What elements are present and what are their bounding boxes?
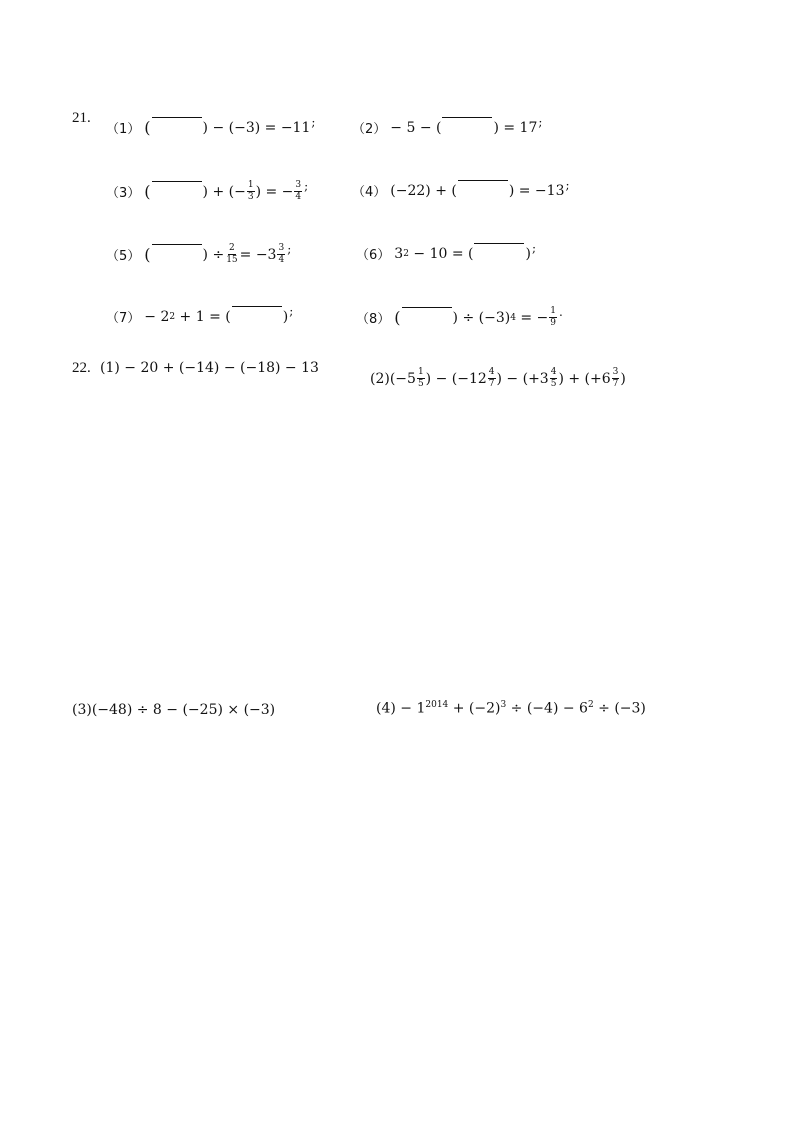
- item-label: （8）: [356, 312, 391, 327]
- q21-item-5: （5） ( ) ÷ $\frac{2}{15}$ = −3 $\frac{3}{4}$ ;: [106, 241, 292, 265]
- item-text: ) = 17: [493, 119, 538, 136]
- item-text: ) ÷: [202, 246, 225, 263]
- item-text: ) − (−3) = −11: [202, 119, 311, 136]
- answer-blank[interactable]: [152, 244, 202, 245]
- fraction: $\frac{1}{3}$: [247, 180, 254, 202]
- item-label: （6）: [356, 248, 391, 263]
- q22-part-4: $(4) - 1^{2014} + (-2)^3 \div (-4) - 6^2 \div (-3)$: [376, 700, 646, 717]
- item-text: ) = −13: [508, 182, 565, 199]
- item-label: （4）: [352, 185, 387, 200]
- item-text: ) + (−: [202, 183, 246, 200]
- q21-item-3: （3） ( ) + (− $\frac{1}{3}$ ) = − $\frac{3}{4}$ ;: [106, 178, 309, 202]
- q21-item-1: （1） ( ) − (−3) = −11 ;: [106, 114, 316, 137]
- q21-item-2: （2） − 5 − ( ) = 17 ;: [352, 114, 543, 137]
- item-text: (−22) + (: [390, 182, 457, 199]
- q21-item-6: （6） 3 2 − 10 = ( ) ;: [356, 240, 536, 263]
- question-22-number: 22.: [72, 360, 91, 376]
- item-label: （7）: [106, 311, 141, 326]
- answer-blank[interactable]: [152, 181, 202, 182]
- q22-part-3: (3)(−48) ÷ 8 − (−25) × (−3): [72, 702, 276, 718]
- answer-blank[interactable]: [402, 307, 452, 308]
- fraction: $\frac{1}{9}$: [550, 306, 557, 328]
- fraction: $\frac{2}{15}$: [226, 243, 238, 265]
- answer-blank[interactable]: [232, 306, 282, 307]
- answer-blank[interactable]: [474, 243, 524, 244]
- q22-part-2: (2)(−5 $\frac{1}{5}$ ) − (−12 $\frac{4}{7}$ ) − (+3 $\frac{4}{5}$ ) + (+6 $\frac{3}{7}$ ): [370, 367, 626, 389]
- item-text: − 5 − (: [390, 119, 442, 136]
- q21-item-4: （4） (−22) + ( ) = −13 ;: [352, 177, 570, 200]
- fraction: $\frac{3}{4}$: [278, 243, 285, 265]
- q22-part-1: (1) − 20 + (−14) − (−18) − 13: [100, 360, 319, 376]
- item-label: （3）: [106, 186, 141, 201]
- q21-item-8: （8） ( ) ÷ (−3) 4 = − $\frac{1}{9}$ .: [356, 304, 563, 328]
- fraction: $\frac{3}{4}$: [295, 180, 302, 202]
- question-21-number: 21.: [72, 110, 91, 126]
- answer-blank[interactable]: [442, 117, 492, 118]
- q21-item-7: （7） − 2 2 + 1 = ( ) ;: [106, 303, 294, 326]
- answer-blank[interactable]: [152, 117, 202, 118]
- item-label: （1）: [106, 122, 141, 137]
- item-label: （2）: [352, 122, 387, 137]
- item-label: （5）: [106, 249, 141, 264]
- answer-blank[interactable]: [458, 180, 508, 181]
